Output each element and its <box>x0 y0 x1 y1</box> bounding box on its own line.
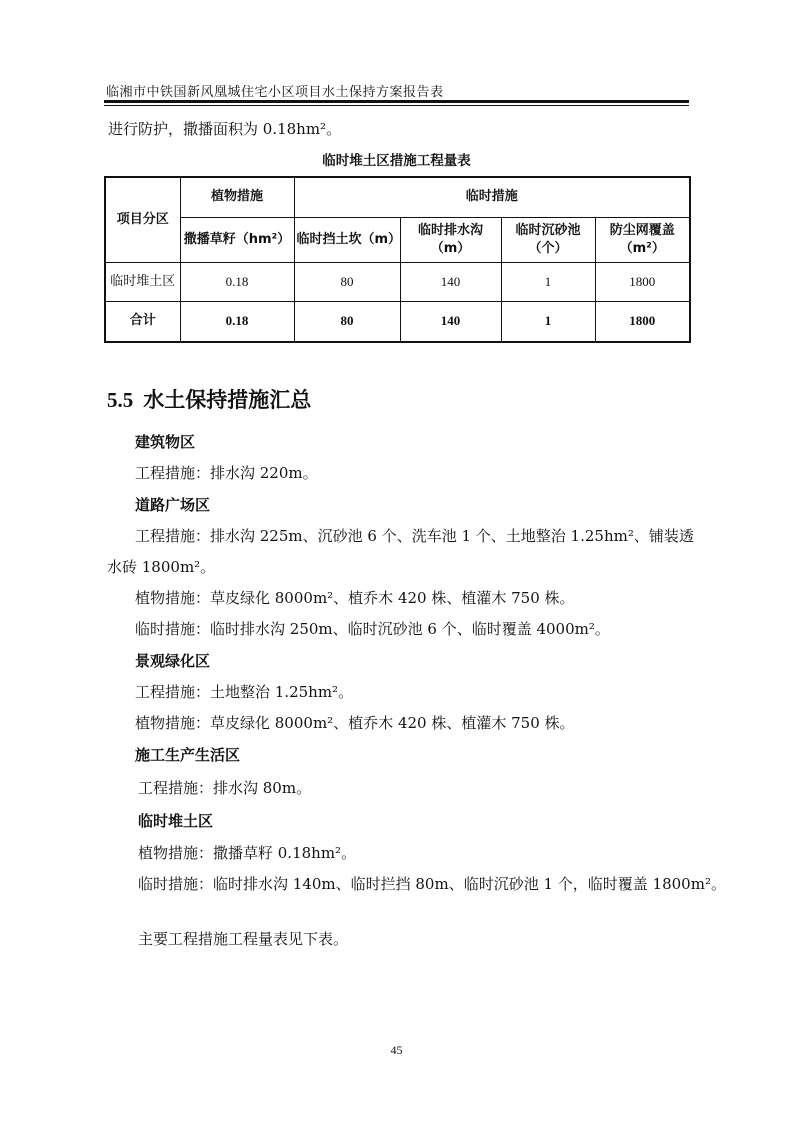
zone-heading-construction: 施工生产生活区 <box>135 746 241 764</box>
stockpile-plant-measures: 植物措施：撒播草籽 0.18hm²。 <box>138 844 357 862</box>
header-sow-seed: 撒播草籽（hm²） <box>180 217 294 262</box>
cell-total-net: 1800 <box>595 301 690 342</box>
cell-wall: 80 <box>294 262 400 301</box>
header-retaining-wall: 临时挡土坎（m） <box>294 217 400 262</box>
road-eng-measures-line2: 水砖 1800m²。 <box>107 558 216 576</box>
lead-paragraph: 进行防护，撒播面积为 0.18hm²。 <box>108 120 342 138</box>
zone-heading-stockpile: 临时堆土区 <box>138 812 214 830</box>
road-temp-measures: 临时措施：临时排水沟 250m、临时沉砂池 6 个、临时覆盖 4000m²。 <box>135 620 610 638</box>
zone-heading-building: 建筑物区 <box>135 433 196 451</box>
table-row <box>105 262 690 301</box>
header-zone: 项目分区 <box>105 177 180 262</box>
header-rule-thick <box>104 100 689 103</box>
table-caption: 临时堆土区措施工程量表 <box>322 153 471 169</box>
construction-eng-measures: 工程措施：排水沟 80m。 <box>138 779 312 797</box>
cell-total-ditch: 140 <box>400 301 501 342</box>
cell-total-label: 合计 <box>105 301 180 342</box>
cell-ditch: 140 <box>400 262 501 301</box>
table-header-row-1 <box>105 177 690 217</box>
landscape-plant-measures: 植物措施：草皮绿化 8000m²、植乔木 420 株、植灌木 750 株。 <box>135 714 575 732</box>
cell-basin: 1 <box>501 262 595 301</box>
zone-heading-landscape: 景观绿化区 <box>135 652 211 670</box>
cell-total-basin: 1 <box>501 301 595 342</box>
section-heading <box>107 384 311 414</box>
cell-total-wall: 80 <box>294 301 400 342</box>
header-temp-measures: 临时措施 <box>294 177 690 217</box>
table-total-row <box>105 301 690 342</box>
zone-heading-road: 道路广场区 <box>135 496 211 514</box>
table-header-row-2 <box>105 217 690 262</box>
header-drain-ditch: 临时排水沟（m） <box>400 217 501 262</box>
stockpile-temp-measures: 临时措施：临时排水沟 140m、临时拦挡 80m、临时沉砂池 1 个，临时覆盖 1800m²。 <box>138 875 726 893</box>
landscape-eng-measures: 工程措施：土地整治 1.25hm²。 <box>135 683 354 701</box>
page-number: 45 <box>390 1043 403 1057</box>
header-settling-basin: 临时沉砂池（个） <box>501 217 595 262</box>
cell-total-sow: 0.18 <box>180 301 294 342</box>
cell-zone: 临时堆土区 <box>105 262 180 301</box>
header-plant-measures: 植物措施 <box>180 177 294 217</box>
section-title: 水土保持措施汇总 <box>143 388 312 412</box>
road-plant-measures: 植物措施：草皮绿化 8000m²、植乔木 420 株、植灌木 750 株。 <box>135 589 575 607</box>
closing-sentence: 主要工程措施工程量表见下表。 <box>138 930 349 948</box>
road-eng-measures-line1: 工程措施：排水沟 225m、沉砂池 6 个、洗车池 1 个、土地整治 1.25hm²、铺装透 <box>135 527 694 545</box>
header-rule-thin <box>104 105 689 106</box>
cell-net: 1800 <box>595 262 690 301</box>
header-dust-net: 防尘网覆盖（m²） <box>595 217 690 262</box>
cell-sow: 0.18 <box>180 262 294 301</box>
building-eng-measures: 工程措施：排水沟 220m。 <box>135 464 318 482</box>
running-header: 临湘市中铁国新风凰城住宅小区项目水土保持方案报告表 <box>106 85 444 100</box>
measures-table <box>104 176 691 343</box>
section-number: 5.5 <box>107 388 134 412</box>
